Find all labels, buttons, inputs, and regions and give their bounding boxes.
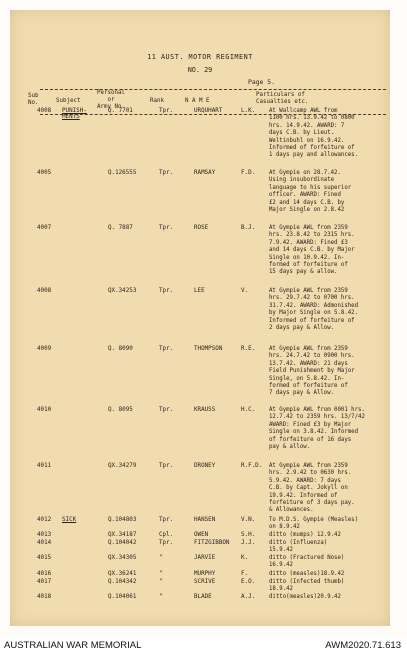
surname: THOMPSON <box>194 346 223 352</box>
sub-number: 4011 <box>37 463 52 469</box>
initials: R.E. <box>241 346 256 352</box>
rank: Tpr. <box>159 225 174 231</box>
sub-number: 4016 <box>37 571 52 577</box>
surname: FITZGIBBON <box>194 540 230 546</box>
subject-heading: PUNISH- MENTS <box>62 108 87 120</box>
rank: " <box>159 594 163 600</box>
sub-number: 4005 <box>37 170 52 176</box>
surname: URQUHART <box>194 108 223 114</box>
army-number: Q. 7701 <box>108 108 133 114</box>
col-rank: Rank <box>150 98 164 104</box>
initials: V.N. <box>241 517 256 523</box>
sub-number: 4008 <box>37 108 52 114</box>
army-number: Q.126555 <box>108 170 137 176</box>
particulars: To M.D.S. Gympie (Measles) on 8.9.42 <box>269 517 359 531</box>
initials: F.D. <box>241 170 256 176</box>
army-number: QX.34305 <box>108 555 137 561</box>
document-sheet <box>10 10 390 626</box>
particulars: ditto (Fractured Nose) 16.9.42 <box>269 555 345 569</box>
rank: " <box>159 571 163 577</box>
particulars: At Gympie AWL from 2359 hrs. 2.9.42 to 0630 hrs. 5.9.42. AWARD: 7 days C.B. by Capt. Jokyll on 19.9.42. Informed of forfeiture of 3 days pay. & Allowances. <box>269 463 355 514</box>
particulars: ditto (Infected thumb) 18.9.42 <box>269 579 345 593</box>
footer-accession: AWM2020.71.613 <box>325 640 401 651</box>
army-number: Q. 7887 <box>108 225 133 231</box>
sub-number: 4007 <box>37 225 52 231</box>
sub-number: 4014 <box>37 540 52 546</box>
rank: " <box>159 555 163 561</box>
col-name: N A M E <box>185 98 210 104</box>
header-rule-top <box>40 89 386 90</box>
surname: MURPHY <box>194 571 216 577</box>
col-sub-no: Sub No. <box>28 93 39 106</box>
rank: Tpr. <box>159 288 174 294</box>
initials: H.C. <box>241 407 256 413</box>
rank: Tpr. <box>159 517 174 523</box>
surname: ROSE <box>194 225 209 231</box>
order-number: NO. 29 <box>187 66 213 74</box>
surname: HANSEN <box>194 517 216 523</box>
unit-title: 11 AUST. MOTOR REGIMENT <box>147 53 253 61</box>
initials: J.J. <box>241 540 256 546</box>
particulars: ditto (mumps) 12.9.42 <box>269 532 341 538</box>
footer-source: AUSTRALIAN WAR MEMORIAL <box>4 640 142 651</box>
particulars: At Gympie AWL from 2359 hrs. 29.7.42 to 0700 hrs. 31.7.42. AWARD: Admonished by Major Single on 5.8.42. Informed of forfeiture of 2 days pay & Allow. <box>269 288 359 332</box>
sub-number: 4008 <box>37 288 52 294</box>
sub-number: 4013 <box>37 532 52 538</box>
particulars: ditto (measles)18.9.42 <box>269 571 345 577</box>
sub-number: 4010 <box>37 407 52 413</box>
rank: Tpr. <box>159 170 174 176</box>
initials: A.J. <box>241 594 256 600</box>
initials: L.K. <box>241 108 256 114</box>
subject-heading: SICK <box>62 517 77 523</box>
surname: LEE <box>194 288 205 294</box>
initials: E.O. <box>241 579 256 585</box>
rank: Tpr. <box>159 463 174 469</box>
particulars: At Gympie AWL from 0001 hrs. 12.7.42 to 2359 hrs. 13/7/42 AWARD: Fined £3 by Major Single on 3.8.42. Informed of forfeiture of 16 days pay & allow. <box>269 407 365 451</box>
army-number: Q. 8095 <box>108 407 133 413</box>
initials: B.J. <box>241 225 256 231</box>
particulars: At Wallcamp AWL from 1100 hrs. 13.9.42 to 0800 hrs. 14.9.42. AWARD: 7 days C.B. by Lieut. Weltinbuhl on 16.9.42. Informed of forfeiture of 1 days pay and allowances. <box>269 108 359 159</box>
sub-number: 4017 <box>37 579 52 585</box>
initials: K. <box>241 555 249 561</box>
initials: R.F.D. <box>241 463 263 469</box>
army-number: Q.104042 <box>108 540 137 546</box>
sub-number: 4018 <box>37 594 52 600</box>
surname: BLADE <box>194 594 212 600</box>
rank: Tpr. <box>159 108 174 114</box>
particulars: ditto (Influenza) 15.9.42 <box>269 540 328 554</box>
surname: OWEN <box>194 532 209 538</box>
col-subject: Subject <box>56 98 81 104</box>
particulars: At Gympie AWL from 2359 hrs. 23.8.42 to 2315 hrs. 7.9.42. AWARD: Fined £3 and 14 days C.B. by Major Single on 10.9.42. In- formed of forfeiture of 15 days pay & allow. <box>269 225 355 276</box>
page-number: Page 5. <box>248 78 275 86</box>
rank: Tpr. <box>159 407 174 413</box>
surname: DRONEY <box>194 463 216 469</box>
particulars: ditto(measles)20.9.42 <box>269 594 341 600</box>
surname: RAMSAY <box>194 170 216 176</box>
sub-number: 4012 <box>37 517 52 523</box>
col-army-no: Personal or Army No. <box>97 90 125 110</box>
col-particulars: Particulars of Casualties etc. <box>256 92 309 105</box>
particulars: At Gympie AWL from 2359 hrs. 24.7.42 to 0900 hrs. 13.7.42. AWARD: 21 days Field Punishment by Major Single, on 5.8.42. In- formed of forfeiture of 7 days pay & Allow. <box>269 346 355 397</box>
army-number: QX.36241 <box>108 571 137 577</box>
particulars: At Gympie on 28.7.42. Using insubordinate language to his superior officer. AWARD: Fined £2 and 14 days C.B. by Major Single on 2.8.42 <box>269 170 352 214</box>
footer-bar <box>0 637 407 653</box>
surname: KRAUSS <box>194 407 216 413</box>
surname: SCRIVE <box>194 579 216 585</box>
army-number: Q.104342 <box>108 579 137 585</box>
army-number: QX.34187 <box>108 532 137 538</box>
army-number: Q.104061 <box>108 594 137 600</box>
initials: S.H. <box>241 532 256 538</box>
initials: F. <box>241 571 249 577</box>
army-number: Q.104803 <box>108 517 137 523</box>
army-number: QX.34253 <box>108 288 137 294</box>
surname: JARVIE <box>194 555 216 561</box>
sub-number: 4015 <box>37 555 52 561</box>
army-number: QX.34279 <box>108 463 137 469</box>
rank: Cpl. <box>159 532 174 538</box>
rank: Tpr. <box>159 540 174 546</box>
initials: V. <box>241 288 249 294</box>
rank: Tpr. <box>159 346 174 352</box>
sub-number: 4009 <box>37 346 52 352</box>
army-number: Q. 8090 <box>108 346 133 352</box>
rank: " <box>159 579 163 585</box>
